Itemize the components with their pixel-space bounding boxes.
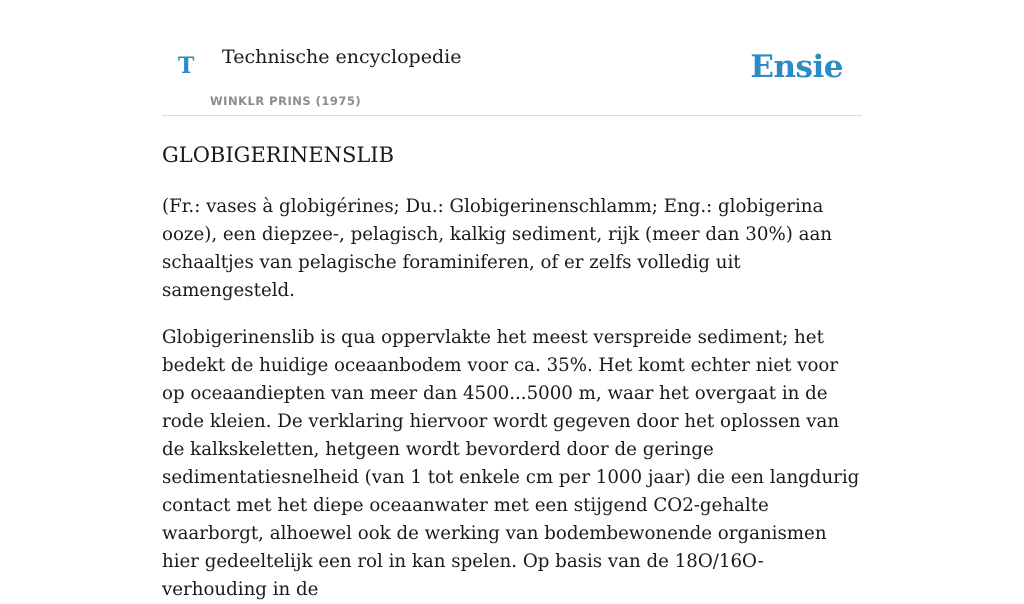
article-headword: GLOBIGERINENSLIB <box>162 143 395 167</box>
site-header <box>162 0 862 116</box>
brand-logo[interactable]: Ensie <box>750 49 843 85</box>
logo-letter-icon[interactable]: T <box>178 53 195 79</box>
source-label: WINKLR PRINS (1975) <box>210 94 362 108</box>
site-title[interactable]: Technische encyclopedie <box>222 46 462 68</box>
article <box>162 140 862 604</box>
article-paragraph: Globigerinenslib is qua oppervlakte het meest verspreide sediment; het bedekt de huidige oceaanbodem voor ca. 35%. Het komt echter niet voor op oceaandiepten van meer dan 4500...5000 m, waar het overgaat in de rode kleien. De verklaring hiervoor wordt gegeven door het oplossen van de kalkskeletten, hetgeen wordt bevorderd door de geringe sedimentatiesnelheid (van 1 tot enkele cm per 1000 jaar) die een langdurig contact met het diepe oceaanwater met een stijgend CO2-gehalte waarborgt, alhoewel ook de werking van bodembewonende organismen hier gedeeltelijk een rol in kan spelen. Op basis van de 18O/16O-verhouding in de <box>162 327 860 600</box>
article-paragraph: (Fr.: vases à globigérines; Du.: Globigerinenschlamm; Eng.: globigerina ooze), een diepzee-, pelagisch, kalkig sediment, rijk (meer dan 30%) aan schaaltjes van pelagische foraminiferen, of er zelfs volledig uit samengesteld. <box>162 196 832 301</box>
